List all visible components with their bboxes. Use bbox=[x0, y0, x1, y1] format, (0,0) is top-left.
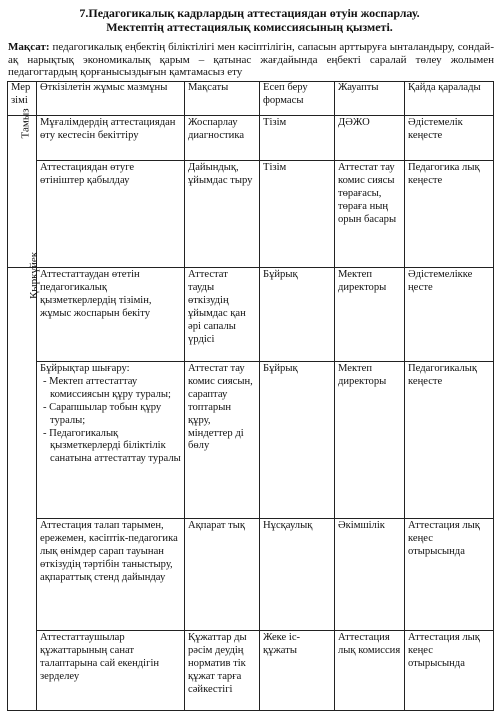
where-cell: Әдістемелік кеңесте bbox=[405, 116, 494, 161]
where-cell: Әдістемелікке ңесте bbox=[405, 268, 494, 362]
goal-cell: Ақпарат тық bbox=[185, 519, 260, 631]
where-cell: Педагогикалық кеңесте bbox=[405, 362, 494, 519]
month-label: Қыркүйек bbox=[28, 251, 41, 300]
goal-label: Мақсат: bbox=[8, 41, 50, 53]
title-line-1: 7.Педагогикалық кадрлардың аттестациядан өтуін жоспарлау. bbox=[79, 6, 420, 20]
table-row bbox=[8, 631, 494, 711]
goal-text: педагогикалық еңбектің біліктілігі мен кәсіптілігін, сапасын арттыруға ынталандыру, сондай-ақ нарықтық экономикалық қарым – қатынас жағдайында еңбекті саралай төлеу жолымен педагогтардың қорғанысыздығын қамтамасыз ету bbox=[8, 41, 494, 79]
list-item: - Мектеп аттестаттау комиссиясын құру туралы; bbox=[43, 375, 171, 400]
work-cell: Аттестаттаудан өтетін педагогикалық қызметкерлердің тізімін, жұмыс жоспарын бекіту bbox=[37, 268, 185, 362]
month-label: Тамыз bbox=[19, 108, 32, 139]
where-cell: Аттестация лық кеңес отырысында bbox=[405, 631, 494, 711]
header-goal: Мақсаты bbox=[185, 82, 260, 116]
work-cell: Аттестациядан өтуге өтініштер қабылдау bbox=[37, 161, 185, 268]
goal-cell: Құжаттар ды рәсім деудің норматив тік құжат тарға сәйкестігі bbox=[185, 631, 260, 711]
table-row bbox=[8, 362, 494, 519]
table-row bbox=[8, 161, 494, 268]
report-cell: Тізім bbox=[260, 161, 335, 268]
table-row bbox=[8, 116, 494, 161]
where-cell: Аттестация лық кеңес отырысында bbox=[405, 519, 494, 631]
document-title bbox=[0, 6, 499, 34]
report-cell: Нұсқаулық bbox=[260, 519, 335, 631]
goal-cell: Жоспарлау диагностика bbox=[185, 116, 260, 161]
title-line-2: Мектептің аттестациялық комиссиясының қызметі. bbox=[106, 20, 393, 34]
responsible-cell: Аттестат тау комис сиясы төрағасы, төраға ның орын басары bbox=[335, 161, 405, 268]
responsible-cell: Мектеп директоры bbox=[335, 362, 405, 519]
responsible-cell: Әкімшілік bbox=[335, 519, 405, 631]
work-cell: Мұғалімдердің аттестациядан өту кестесін бекіттіру bbox=[37, 116, 185, 161]
month-cell bbox=[8, 108, 37, 268]
list-item: - Педагогикалық қызметкерлерді біліктілік санатына аттестаттау туралы bbox=[43, 427, 181, 465]
report-cell: Бұйрық bbox=[260, 362, 335, 519]
header-term: Мерзімі bbox=[8, 82, 37, 116]
goal-cell: Аттестат тау комис сиясын, сараптау топтарын құру, міндеттер ді бөлу bbox=[185, 362, 260, 519]
header-report: Есеп беру формасы bbox=[260, 82, 335, 116]
responsible-cell: Аттестация лық комиссия bbox=[335, 631, 405, 711]
table-row bbox=[8, 268, 494, 362]
goal-paragraph bbox=[8, 41, 494, 79]
table-header-row bbox=[8, 82, 494, 116]
report-cell: Бұйрық bbox=[260, 268, 335, 362]
work-cell: Аттестаттаушылар құжаттарының санат талаптарына сай екендігін зерделеу bbox=[37, 631, 185, 711]
report-cell: Жеке іс-құжаты bbox=[260, 631, 335, 711]
orders-heading: Бұйрықтар шығару: bbox=[40, 363, 130, 374]
list-item: - Сарапшылар тобын құру туралы; bbox=[43, 401, 162, 426]
header-where: Қайда қаралады bbox=[405, 82, 494, 116]
header-responsible: Жауапты bbox=[335, 82, 405, 116]
month-cell bbox=[8, 251, 41, 711]
work-cell bbox=[37, 362, 185, 519]
responsible-cell: ДӘЖО bbox=[335, 116, 405, 161]
orders-list bbox=[40, 376, 181, 466]
where-cell: Педагогика лық кеңесте bbox=[405, 161, 494, 268]
goal-cell: Аттестат тауды өткізудің ұйымдас қан әрі сапалы үрдісі bbox=[185, 268, 260, 362]
header-work: Өткізілетін жұмыс мазмұны bbox=[37, 82, 185, 116]
work-cell: Аттестация талап тарымен, ережемен, кәсіптік-педагогика лық өнімдер сарап тауынан өткізудің тәртібін таныстыру, ақпараттық стенд дайындау bbox=[37, 519, 185, 631]
goal-cell: Дайындық, ұйымдас тыру bbox=[185, 161, 260, 268]
attestation-plan-table bbox=[7, 81, 494, 711]
table-row bbox=[8, 519, 494, 631]
report-cell: Тізім bbox=[260, 116, 335, 161]
responsible-cell: Мектеп директоры bbox=[335, 268, 405, 362]
